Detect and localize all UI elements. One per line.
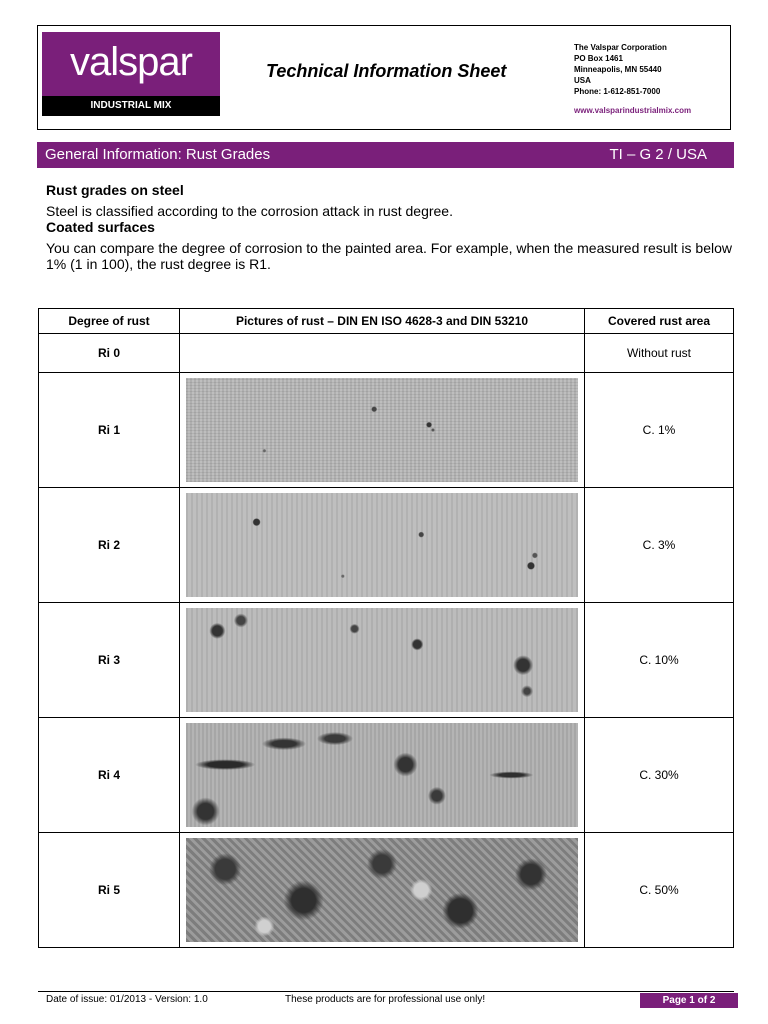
rust-picture	[186, 608, 578, 712]
rust-picture	[186, 378, 578, 482]
section-text: You can compare the degree of corrosion to the painted area. For example, when the measured result is below 1% (1 in 100), the rust degree is R1.	[46, 240, 732, 272]
rust-grade: Ri 3	[39, 603, 180, 718]
rust-picture-cell	[180, 833, 585, 948]
footer-divider	[38, 991, 734, 992]
corp-line: PO Box 1461	[574, 54, 623, 63]
issue-info: Date of issue: 01/2013 - Version: 1.0	[46, 994, 208, 1005]
logo-word: valspar	[70, 40, 192, 84]
rust-picture	[186, 723, 578, 827]
rust-grade: Ri 0	[39, 334, 180, 373]
section-heading: Coated surfaces	[46, 219, 155, 235]
rust-area: C. 1%	[585, 373, 734, 488]
rust-area: C. 3%	[585, 488, 734, 603]
rust-area: Without rust	[585, 334, 734, 373]
website-link[interactable]: www.valsparindustrialmix.com	[574, 106, 692, 115]
corp-line: The Valspar Corporation	[574, 43, 667, 52]
page-indicator: Page 1 of 2	[640, 993, 738, 1008]
document-code: TI – G 2 / USA	[609, 146, 707, 163]
rust-grade: Ri 4	[39, 718, 180, 833]
section-heading: Rust grades on steel	[46, 182, 184, 198]
rust-grade: Ri 1	[39, 373, 180, 488]
professional-notice: These products are for professional use only!	[285, 994, 486, 1005]
band-title: General Information: Rust Grades	[45, 146, 271, 163]
rust-picture-cell-empty	[180, 334, 585, 373]
table-row	[39, 718, 734, 833]
rust-picture-cell	[180, 488, 585, 603]
column-header: Covered rust area	[585, 309, 734, 334]
rust-area: C. 50%	[585, 833, 734, 948]
rust-picture	[186, 838, 578, 942]
rust-grades-table	[38, 308, 734, 948]
sheet-title: Technical Information Sheet	[266, 61, 507, 81]
rust-area: C. 10%	[585, 603, 734, 718]
rust-grade: Ri 5	[39, 833, 180, 948]
rust-picture-cell	[180, 373, 585, 488]
table-row	[39, 334, 734, 373]
corporation-address	[574, 42, 691, 116]
rust-picture	[186, 493, 578, 597]
logo-subtitle: INDUSTRIAL MIX	[42, 96, 220, 116]
valspar-logo	[42, 32, 220, 116]
table-row	[39, 603, 734, 718]
table-row	[39, 488, 734, 603]
table-header-row	[39, 309, 734, 334]
section-band	[37, 142, 734, 168]
corp-line: Phone: 1-612-851-7000	[574, 87, 661, 96]
rust-picture-cell	[180, 603, 585, 718]
table-row	[39, 833, 734, 948]
rust-grade: Ri 2	[39, 488, 180, 603]
section-text: Steel is classified according to the corrosion attack in rust degree.	[46, 203, 453, 219]
corp-line: USA	[574, 76, 591, 85]
header-box	[37, 25, 731, 130]
table-row	[39, 373, 734, 488]
column-header: Pictures of rust – DIN EN ISO 4628-3 and DIN 53210	[180, 309, 585, 334]
column-header: Degree of rust	[39, 309, 180, 334]
corp-line: Minneapolis, MN 55440	[574, 65, 662, 74]
rust-area: C. 30%	[585, 718, 734, 833]
intro-content	[46, 182, 732, 272]
rust-picture-cell	[180, 718, 585, 833]
